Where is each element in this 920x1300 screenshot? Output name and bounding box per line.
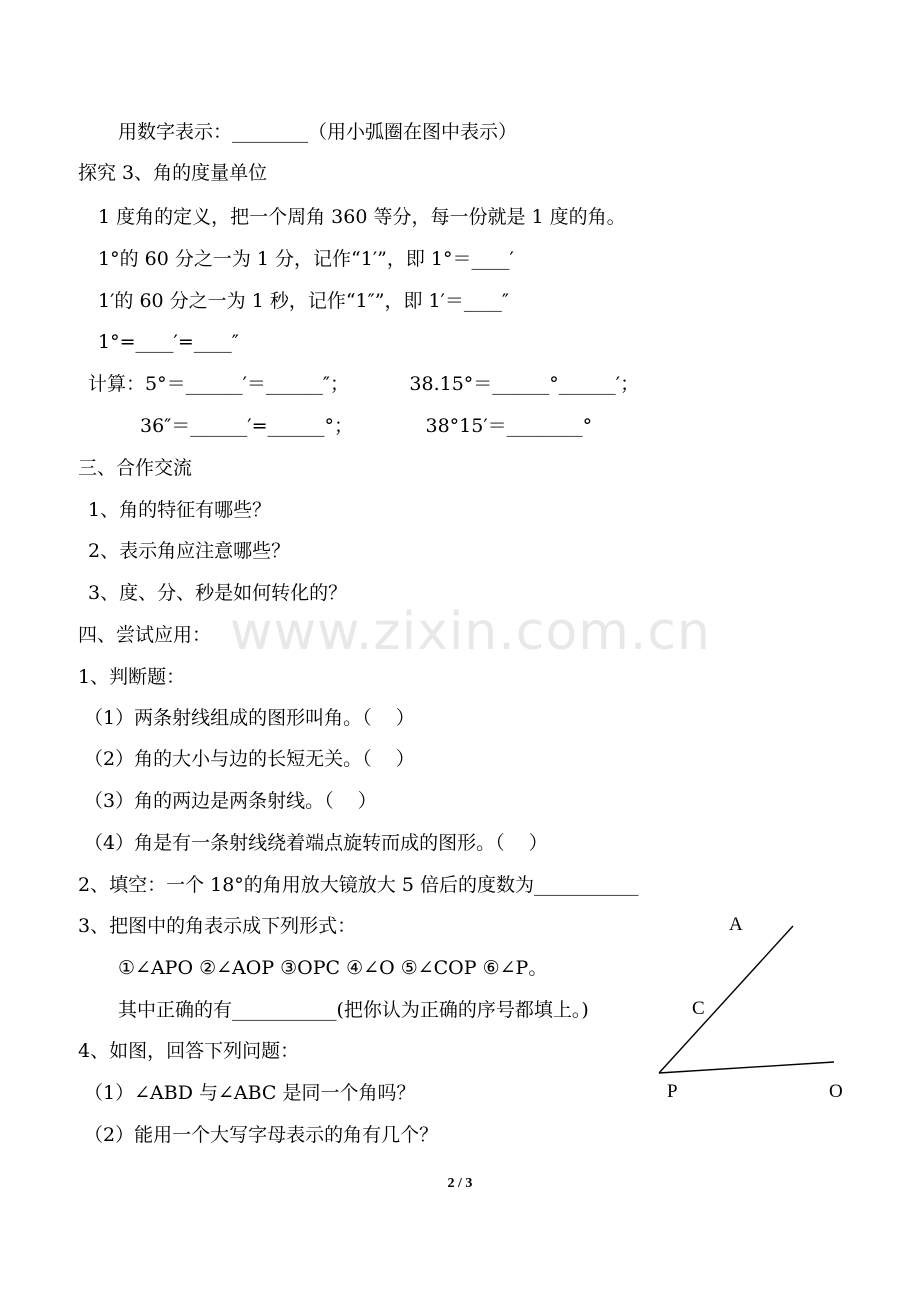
text-line: 1°的 60 分之一为 1 分，记作“1′”，即 1°＝____′ (98, 248, 514, 270)
text-line: 用数字表示：________（用小弧圈在图中表示） (118, 121, 518, 143)
question: 3、把图中的角表示成下列形式： (78, 915, 357, 937)
question-item: （2）能用一个大写字母表示的角有几个？ (84, 1124, 439, 1146)
section-heading: 四、尝试应用： (78, 624, 212, 646)
question: 2、表示角应注意哪些？ (88, 540, 291, 562)
question-item: （1）∠ABD 与∠ABC 是同一个角吗？ (84, 1082, 416, 1104)
section-heading: 三、合作交流 (78, 457, 193, 479)
text-line: 1′的 60 分之一为 1 秒，记作“1″”，即 1′＝____″ (98, 290, 509, 312)
point-label-a: A (729, 914, 743, 935)
question: 4、如图，回答下列问题： (78, 1040, 300, 1062)
calc-line: 计算：5°＝______′＝______″； 38.15°＝______°______′； (88, 373, 640, 395)
question: 3、度、分、秒是如何转化的？ (88, 582, 348, 604)
question-item: （1）两条射线组成的图形叫角。（ ） (84, 707, 415, 729)
watermark: www.zixin.com.cn (230, 602, 711, 662)
text-line: 1°=____′=____″ (98, 331, 239, 353)
question-item: （4）角是有一条射线绕着端点旋转而成的图形。（ ） (84, 832, 548, 854)
calc-line: 36″＝______′=______°； 38°15′＝________° (140, 415, 593, 437)
question-item: ①∠APO ②∠AOP ③OPC ④∠O ⑤∠COP ⑥∠P。 (118, 957, 548, 979)
text-line: 1 度角的定义，把一个周角 360 等分，每一份就是 1 度的角。 (98, 206, 626, 228)
ray-po (659, 1062, 834, 1073)
ray-pa (659, 926, 793, 1073)
point-label-o: O (829, 1081, 843, 1102)
question-item: （3）角的两边是两条射线。（ ） (84, 790, 377, 812)
question: 1、角的特征有哪些？ (88, 499, 272, 521)
angle-figure (640, 900, 860, 1090)
page-number: 2 / 3 (447, 1176, 473, 1191)
section-heading: 探究 3、角的度量单位 (78, 162, 268, 184)
point-label-p: P (667, 1081, 678, 1102)
point-label-c: C (692, 998, 705, 1019)
question: 1、判断题： (78, 666, 186, 688)
question-item: 其中正确的有___________(把你认为正确的序号都填上。) (118, 999, 589, 1021)
question-item: （2）角的大小与边的长短无关。（ ） (84, 748, 415, 770)
question: 2、填空：一个 18°的角用放大镜放大 5 倍后的度数为___________ (78, 874, 639, 896)
